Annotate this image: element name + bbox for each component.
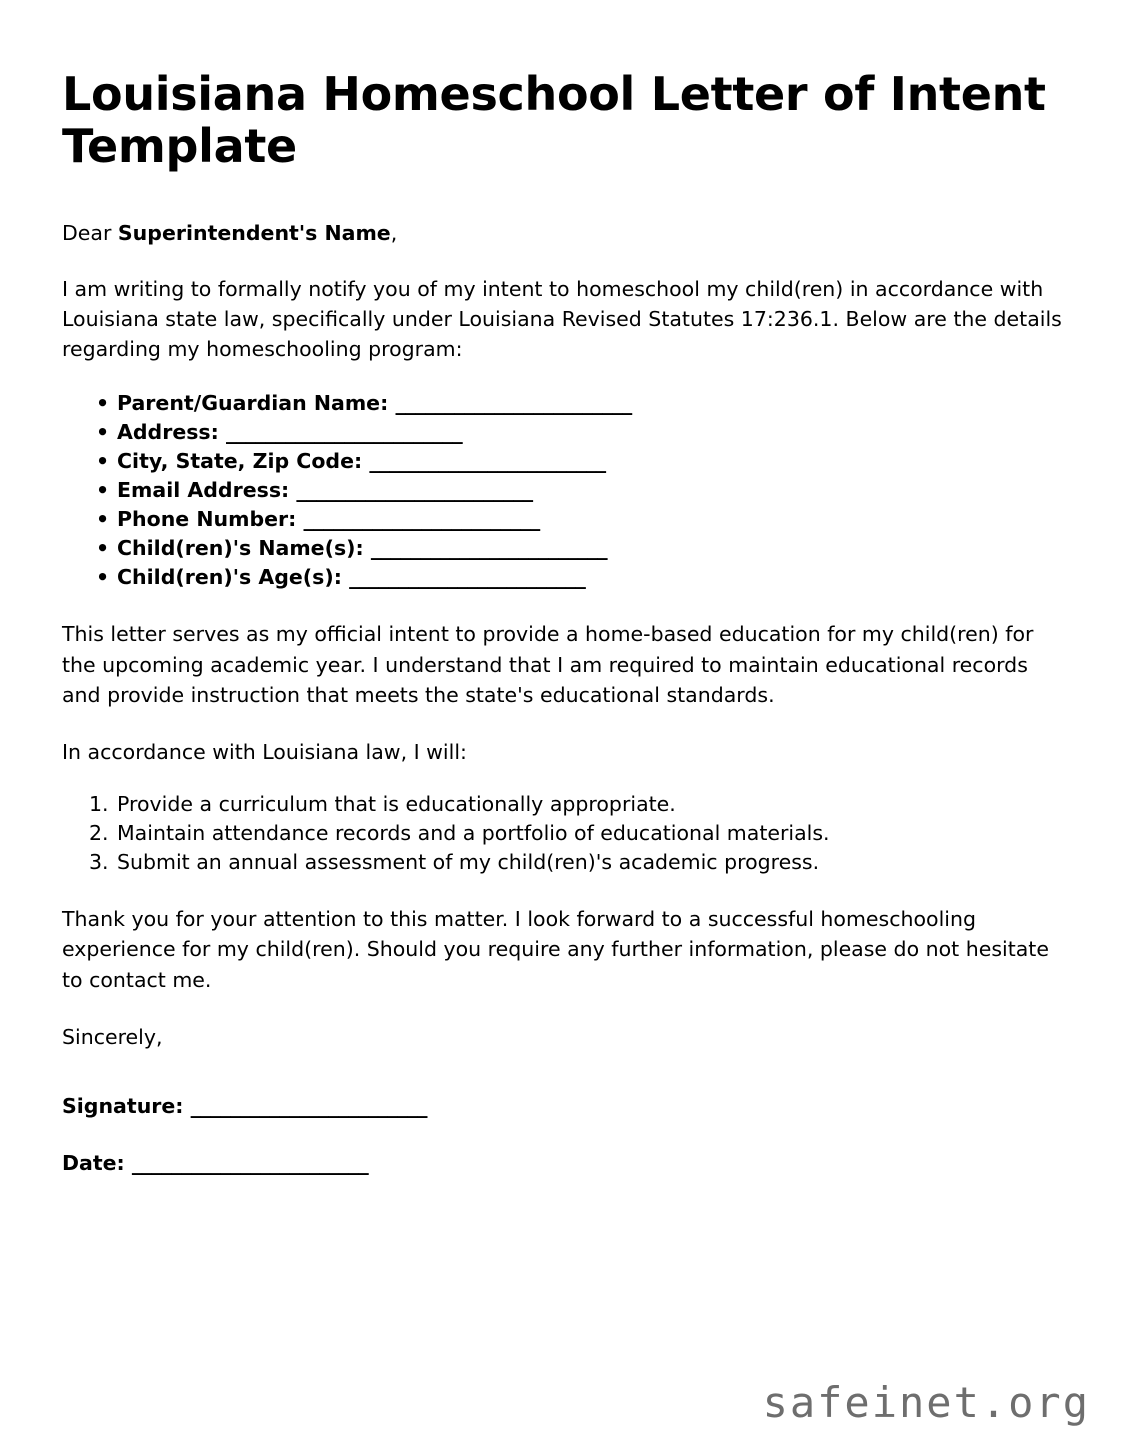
date-label: Date: xyxy=(62,1151,125,1176)
official-intent-paragraph: This letter serves as my official intent to provide a home-based education for my child(ren) for the upcoming academic year. I understand that I am required to maintain educational records and provide instruction that meets the state's educational standards. xyxy=(62,622,1034,707)
signature-line xyxy=(62,1094,1062,1118)
list-item xyxy=(62,418,1062,447)
intro-paragraph: I am writing to formally notify you of my intent to homeschool my child(ren) in accordance with Louisiana state law, specifically under Louisiana Revised Statutes 17:236.1. Below are the details regarding my homeschooling program: xyxy=(62,276,1062,362)
closing-paragraph: Thank you for your attention to this matter. I look forward to a successful homeschooling experience for my child(ren). Should you require any further information, please do not hesitate to contact me. xyxy=(62,906,1049,992)
salutation-suffix: , xyxy=(390,220,398,245)
field-label: Parent/Guardian Name: xyxy=(117,390,389,415)
field-label: Phone Number: xyxy=(117,507,297,532)
field-label: Email Address: xyxy=(117,477,290,502)
site-watermark: safeinet.org xyxy=(762,1378,1090,1427)
list-item xyxy=(62,389,1062,418)
field-blank[interactable]: ________________________ xyxy=(395,390,632,415)
list-item: Maintain attendance records and a portfolio of educational materials. xyxy=(117,820,830,845)
signature-blank[interactable]: ________________________ xyxy=(190,1094,428,1119)
field-label: Child(ren)'s Age(s): xyxy=(117,565,342,590)
field-blank[interactable]: ________________________ xyxy=(370,536,608,561)
detail-fields-list xyxy=(62,389,1062,593)
list-item: Provide a curriculum that is educationally appropriate. xyxy=(117,791,676,816)
signature-label: Signature: xyxy=(62,1094,184,1119)
list-item xyxy=(62,447,1062,476)
date-blank[interactable]: ________________________ xyxy=(131,1151,369,1176)
salutation xyxy=(62,219,1062,249)
obligations-list xyxy=(62,790,1062,877)
field-blank[interactable]: ________________________ xyxy=(303,507,540,532)
field-label: City, State, Zip Code: xyxy=(117,448,363,473)
field-blank[interactable]: ________________________ xyxy=(296,477,533,502)
list-item xyxy=(62,563,1062,592)
field-blank[interactable]: ________________________ xyxy=(369,448,606,473)
list-item xyxy=(62,476,1062,505)
obligations-intro: In accordance with Louisiana law, I will: xyxy=(62,740,467,765)
field-blank[interactable]: ________________________ xyxy=(349,565,586,590)
page-title: Louisiana Homeschool Letter of Intent Template xyxy=(62,67,1046,174)
field-label: Child(ren)'s Name(s): xyxy=(117,536,364,561)
sign-off: Sincerely, xyxy=(62,1024,163,1049)
date-line xyxy=(62,1151,1062,1175)
list-item xyxy=(62,505,1062,534)
list-item xyxy=(62,534,1062,563)
field-label: Address: xyxy=(117,419,219,444)
salutation-recipient: Superintendent's Name xyxy=(117,220,391,245)
field-blank[interactable]: ________________________ xyxy=(225,419,463,444)
salutation-prefix: Dear xyxy=(62,220,118,245)
list-item: Submit an annual assessment of my child(ren)'s academic progress. xyxy=(117,849,820,874)
